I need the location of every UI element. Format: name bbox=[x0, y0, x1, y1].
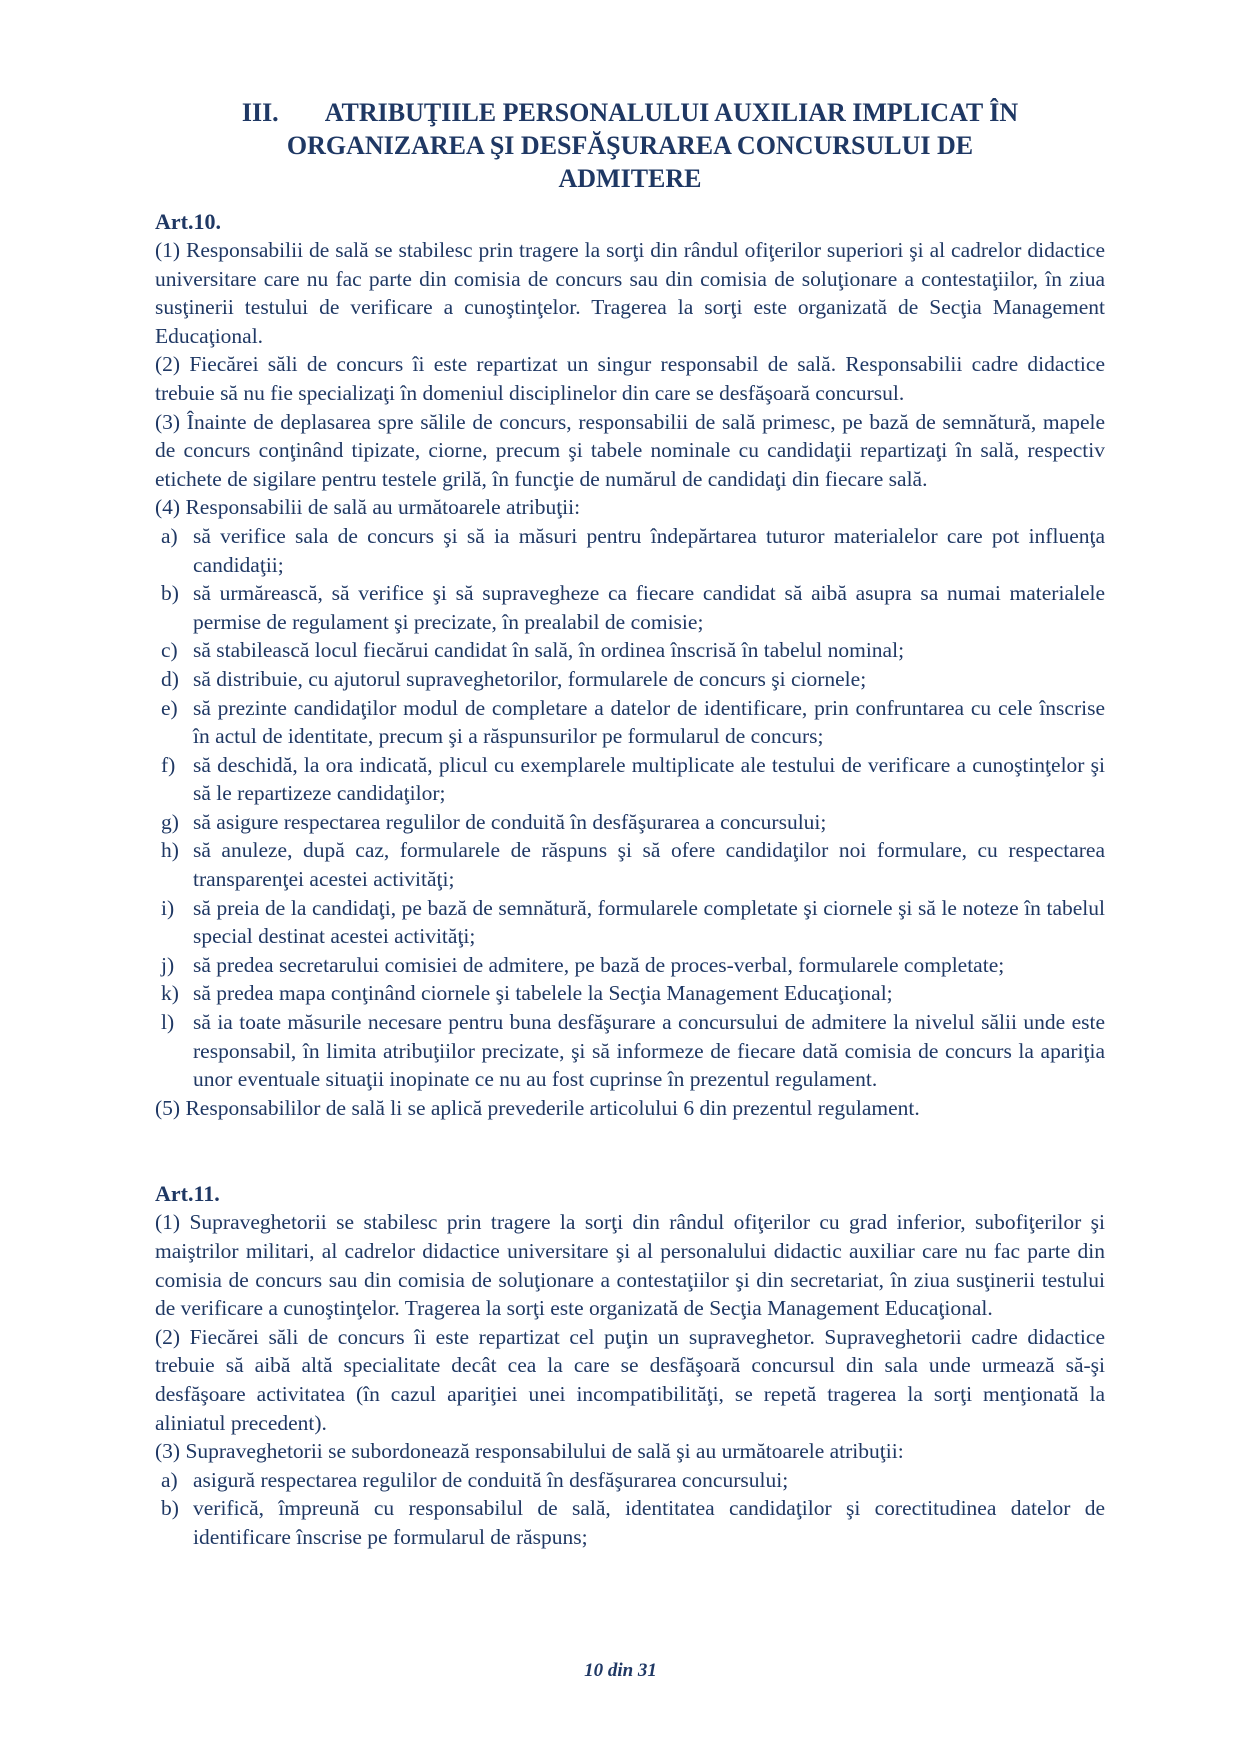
list-item-text: să asigure respectarea regulilor de conduită în desfăşurarea a concursului; bbox=[193, 809, 827, 834]
list-item-marker: h) bbox=[161, 838, 179, 863]
list-item bbox=[155, 836, 1105, 893]
paragraph-art10-1: (1) Responsabilii de sală se stabilesc prin tragere la sorţi din rândul ofiţerilor superiori şi al cadrelor didactice universitare care nu fac parte din comisia de concurs sau din comisia de soluţionare a contestaţiilor, în ziua susţinerii testului de verificare a cunoştinţelor. Tragerea la sorţi este organizată de Secţia Management Educaţional. bbox=[155, 238, 1105, 348]
list-item bbox=[155, 1494, 1105, 1551]
paragraph-art10-3: (3) Înainte de deplasarea spre sălile de concurs, responsabilii de sală primesc, pe bază de semnătură, mapele de concurs conţinând tipizate, ciorne, precum şi tabele nominale cu candidaţii repartizaţi în sală, respectiv etichete de sigilare pentru testele grilă, în funcţie de numărul de candidaţi din fiecare sală. bbox=[155, 409, 1105, 491]
section-number: III. bbox=[241, 98, 279, 127]
list-item-text: să stabilească locul fiecărui candidat în sală, în ordinea înscrisă în tabelul nominal; bbox=[193, 638, 905, 663]
paragraph-art11-2: (2) Fiecărei săli de concurs îi este repartizat cel puţin un supraveghetor. Supraveghetorii cadre didactice trebuie să aibă altă specialitate decât cea la care se desfăşoară concursul din sala unde urmează să-şi desfăşoare activitatea (în cazul apariţiei unei incompatibilităţi, se repetă tragerea la sorţi menţionată la aliniatul precedent). bbox=[155, 1324, 1105, 1435]
list-item-text: să predea secretarului comisiei de admitere, pe bază de proces-verbal, formularele completate; bbox=[193, 952, 1005, 977]
list-item bbox=[155, 1008, 1105, 1094]
article-11-heading: Art.11. bbox=[155, 1181, 220, 1207]
page-number: 10 din 31 bbox=[584, 1660, 657, 1681]
list-item bbox=[155, 636, 1105, 665]
paragraph-art10-4: (4) Responsabilii de sală au următoarele atribuţii: bbox=[155, 495, 581, 520]
list-item bbox=[155, 579, 1105, 636]
list-item bbox=[155, 522, 1105, 579]
list-item-text: să prezinte candidaţilor modul de completare a datelor de identificare, prin confruntarea cu cele înscrise în actul de identitate, precum şi a răspunsurilor pe formularul de concurs; bbox=[193, 695, 1105, 749]
article-10 bbox=[155, 207, 1105, 1122]
list-item bbox=[155, 979, 1105, 1008]
article-11 bbox=[155, 1179, 1105, 1551]
list-item-text: să predea mapa conţinând ciornele şi tabelele la Secţia Management Educaţional; bbox=[193, 981, 893, 1006]
list-item-marker: b) bbox=[161, 1496, 179, 1521]
list-item-marker: a) bbox=[161, 523, 178, 548]
list-item-text: să distribuie, cu ajutorul supraveghetorilor, formularele de concurs şi ciornele; bbox=[193, 666, 867, 691]
list-item-text: asigură respectarea regulilor de conduită în desfăşurarea concursului; bbox=[193, 1467, 789, 1492]
list-item-text: să urmărească, să verifice şi să supravegheze ca fiecare candidat să aibă asupra sa numai materialele permise de regulament şi precizate, în prealabil de comisie; bbox=[193, 581, 1105, 634]
list-item bbox=[155, 894, 1105, 951]
article-10-heading: Art.10. bbox=[155, 209, 221, 234]
list-item-marker: c) bbox=[161, 638, 178, 663]
list-item bbox=[155, 951, 1105, 980]
list-item-marker: d) bbox=[161, 666, 179, 691]
list-item bbox=[155, 694, 1105, 751]
list-item-marker: j) bbox=[161, 952, 175, 977]
document-content bbox=[155, 96, 1105, 1552]
list-item-text: să deschidă, la ora indicată, plicul cu exemplarele multiplicate ale testului de verificare a cunoştinţelor şi să le repartizeze candidaţilor; bbox=[193, 752, 1105, 806]
section-title bbox=[155, 96, 1105, 195]
list-item-text: să anuleze, după caz, formularele de răspuns şi să ofere candidaţilor noi formulare, cu respectarea transparenţei acestei activităţi; bbox=[193, 838, 1105, 892]
paragraph-art10-5: (5) Responsabililor de sală li se aplică prevederile articolului 6 din prezentul regulament. bbox=[155, 1095, 920, 1120]
list-item-text: să preia de la candidaţi, pe bază de semnătură, formularele completate şi ciornele şi să le noteze în tabelul special destinat acestei activităţi; bbox=[193, 895, 1105, 949]
section-title-line-3: ADMITERE bbox=[558, 164, 702, 193]
list-item bbox=[155, 665, 1105, 694]
list-item-marker: l) bbox=[161, 1010, 175, 1035]
article-11-item-list bbox=[155, 1466, 1105, 1552]
list-item-marker: k) bbox=[161, 981, 179, 1006]
list-item-marker: g) bbox=[161, 809, 179, 834]
paragraph-art10-2: (2) Fiecărei săli de concurs îi este repartizat un singur responsabil de sală. Responsabilii cadre didactice trebuie să nu fie specializaţi în domeniul disciplinelor din care se desfăşoară concursul. bbox=[155, 352, 1105, 405]
section-title-line-2: ORGANIZAREA ŞI DESFĂŞURAREA CONCURSULUI DE bbox=[286, 131, 974, 160]
section-title-text-1: ATRIBUŢIILE PERSONALULUI AUXILIAR IMPLICAT ÎN bbox=[324, 98, 1019, 127]
list-item-marker: f) bbox=[161, 752, 176, 777]
list-item-marker: e) bbox=[161, 695, 178, 720]
list-item bbox=[155, 808, 1105, 837]
list-item-text: să ia toate măsurile necesare pentru buna desfăşurare a concursului de admitere la nivelul sălii unde este responsabil, în limita atribuţiilor precizate, şi să informeze de fiecare dată comisia de concurs la apariţia unor eventuale situaţii inopinate ce nu au fost cuprinse în prezentul regulament. bbox=[193, 1010, 1105, 1092]
list-item bbox=[155, 751, 1105, 808]
paragraph-art11-1: (1) Supraveghetorii se stabilesc prin tragere la sorţi din rândul ofiţerilor cu grad inferior, subofiţerilor şi maiştrilor militari, al cadrelor didactice universitare şi al personalului didactic auxiliar care nu fac parte din comisia de concurs sau din comisia de soluţionare a contestaţiilor şi din secretariat, în ziua susţinerii testului de verificare a cunoştinţelor. Tragerea la sorţi este organizată de Secţia Management Educaţional. bbox=[155, 1210, 1105, 1321]
paragraph-art11-3: (3) Supraveghetorii se subordonează responsabilului de sală şi au următoarele atribuţii: bbox=[155, 1439, 904, 1464]
list-item-marker: i) bbox=[161, 895, 175, 920]
section-title-line-1 bbox=[155, 96, 1105, 129]
list-item-text: verifică, împreună cu responsabilul de sală, identitatea candidaţilor şi corectitudinea datelor de identificare înscrise pe formularul de răspuns; bbox=[193, 1496, 1105, 1549]
list-item-text: să verifice sala de concurs şi să ia măsuri pentru îndepărtarea tuturor materialelor care pot influenţa candidaţii; bbox=[193, 523, 1105, 577]
article-10-item-list bbox=[155, 522, 1105, 1094]
list-item bbox=[155, 1466, 1105, 1495]
list-item-marker: a) bbox=[161, 1467, 178, 1492]
list-item-marker: b) bbox=[161, 581, 179, 606]
